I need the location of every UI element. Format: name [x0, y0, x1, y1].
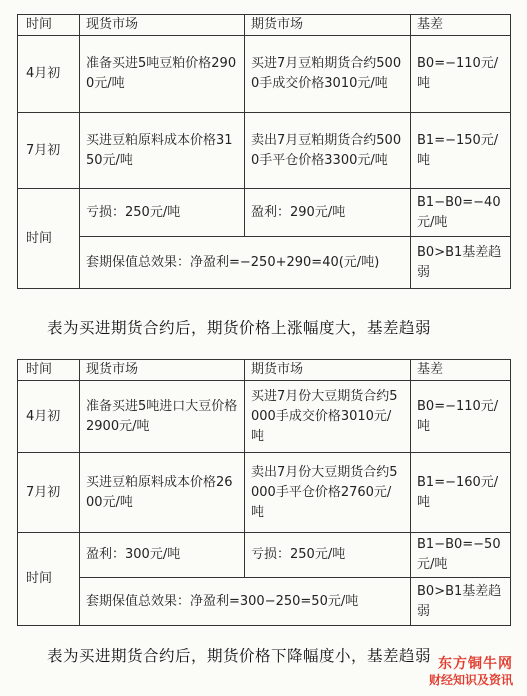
table-row-total [18, 578, 511, 626]
cell-total-effect: 套期保值总效果：净盈利=300−250=50元/吨 [80, 578, 411, 626]
cell-time: 时间 [18, 189, 80, 289]
cell-time: 7月初 [18, 453, 80, 533]
header-spot-market: 现货市场 [80, 15, 245, 36]
cell-time: 4月初 [18, 36, 80, 113]
header-spot-market: 现货市场 [80, 360, 245, 381]
cell-spot-result: 盈利：300元/吨 [80, 533, 245, 578]
cell-basis-change: B1−B0=−40元/吨 [411, 189, 511, 237]
watermark-subtitle: 财经知识及资讯 [428, 673, 513, 687]
hedge-table-1 [17, 14, 511, 289]
cell-futures-result: 盈利：290元/吨 [245, 189, 411, 237]
cell-basis: B1=−150元/吨 [411, 113, 511, 189]
table-row-result [18, 533, 511, 578]
cell-futures: 买进7月豆粕期货合约5000手成交价格3010元/吨 [245, 36, 411, 113]
site-watermark [429, 656, 513, 688]
cell-time: 7月初 [18, 113, 80, 189]
table-caption-1: 表为买进期货合约后，期货价格上涨幅度大，基差趋弱 [47, 318, 432, 337]
header-futures-market: 期货市场 [245, 360, 411, 381]
header-basis: 基差 [411, 15, 511, 36]
cell-futures: 卖出7月份大豆期货合约5000手平仓价格2760元/吨 [245, 453, 411, 533]
table-row-april [18, 381, 511, 453]
header-basis: 基差 [411, 360, 511, 381]
cell-time: 4月初 [18, 381, 80, 453]
table-row-total [18, 237, 511, 289]
table-header-row [18, 15, 511, 36]
cell-spot: 准备买进5吨进口大豆价格2900元/吨 [80, 381, 245, 453]
table-row-july [18, 453, 511, 533]
cell-basis-note: B0>B1基差趋弱 [411, 578, 511, 626]
cell-basis-note: B0>B1基差趋弱 [411, 237, 511, 289]
cell-spot: 买进豆粕原料成本价格2600元/吨 [80, 453, 245, 533]
cell-basis: B1=−160元/吨 [411, 453, 511, 533]
cell-spot: 准备买进5吨豆粕价格2900元/吨 [80, 36, 245, 113]
hedge-table-2 [17, 359, 511, 626]
cell-basis-change: B1−B0=−50元/吨 [411, 533, 511, 578]
header-futures-market: 期货市场 [245, 15, 411, 36]
header-time: 时间 [18, 360, 80, 381]
cell-basis: B0=−110元/吨 [411, 36, 511, 113]
watermark-title: 东方铜牛网 [438, 656, 513, 672]
header-time: 时间 [18, 15, 80, 36]
table-row-april [18, 36, 511, 113]
table-header-row [18, 360, 511, 381]
cell-total-effect: 套期保值总效果：净盈利=−250+290=40(元/吨) [80, 237, 411, 289]
cell-spot-result: 亏损：250元/吨 [80, 189, 245, 237]
cell-futures-result: 亏损：250元/吨 [245, 533, 411, 578]
cell-futures: 卖出7月豆粕期货合约5000手平仓价格3300元/吨 [245, 113, 411, 189]
table-row-result [18, 189, 511, 237]
table-caption-2: 表为买进期货合约后，期货价格下降幅度小，基差趋弱 [47, 646, 432, 665]
cell-spot: 买进豆粕原料成本价格3150元/吨 [80, 113, 245, 189]
cell-futures: 买进7月份大豆期货合约5000手成交价格3010元/吨 [245, 381, 411, 453]
cell-basis: B0=−110元/吨 [411, 381, 511, 453]
cell-time: 时间 [18, 533, 80, 626]
table-row-july [18, 113, 511, 189]
